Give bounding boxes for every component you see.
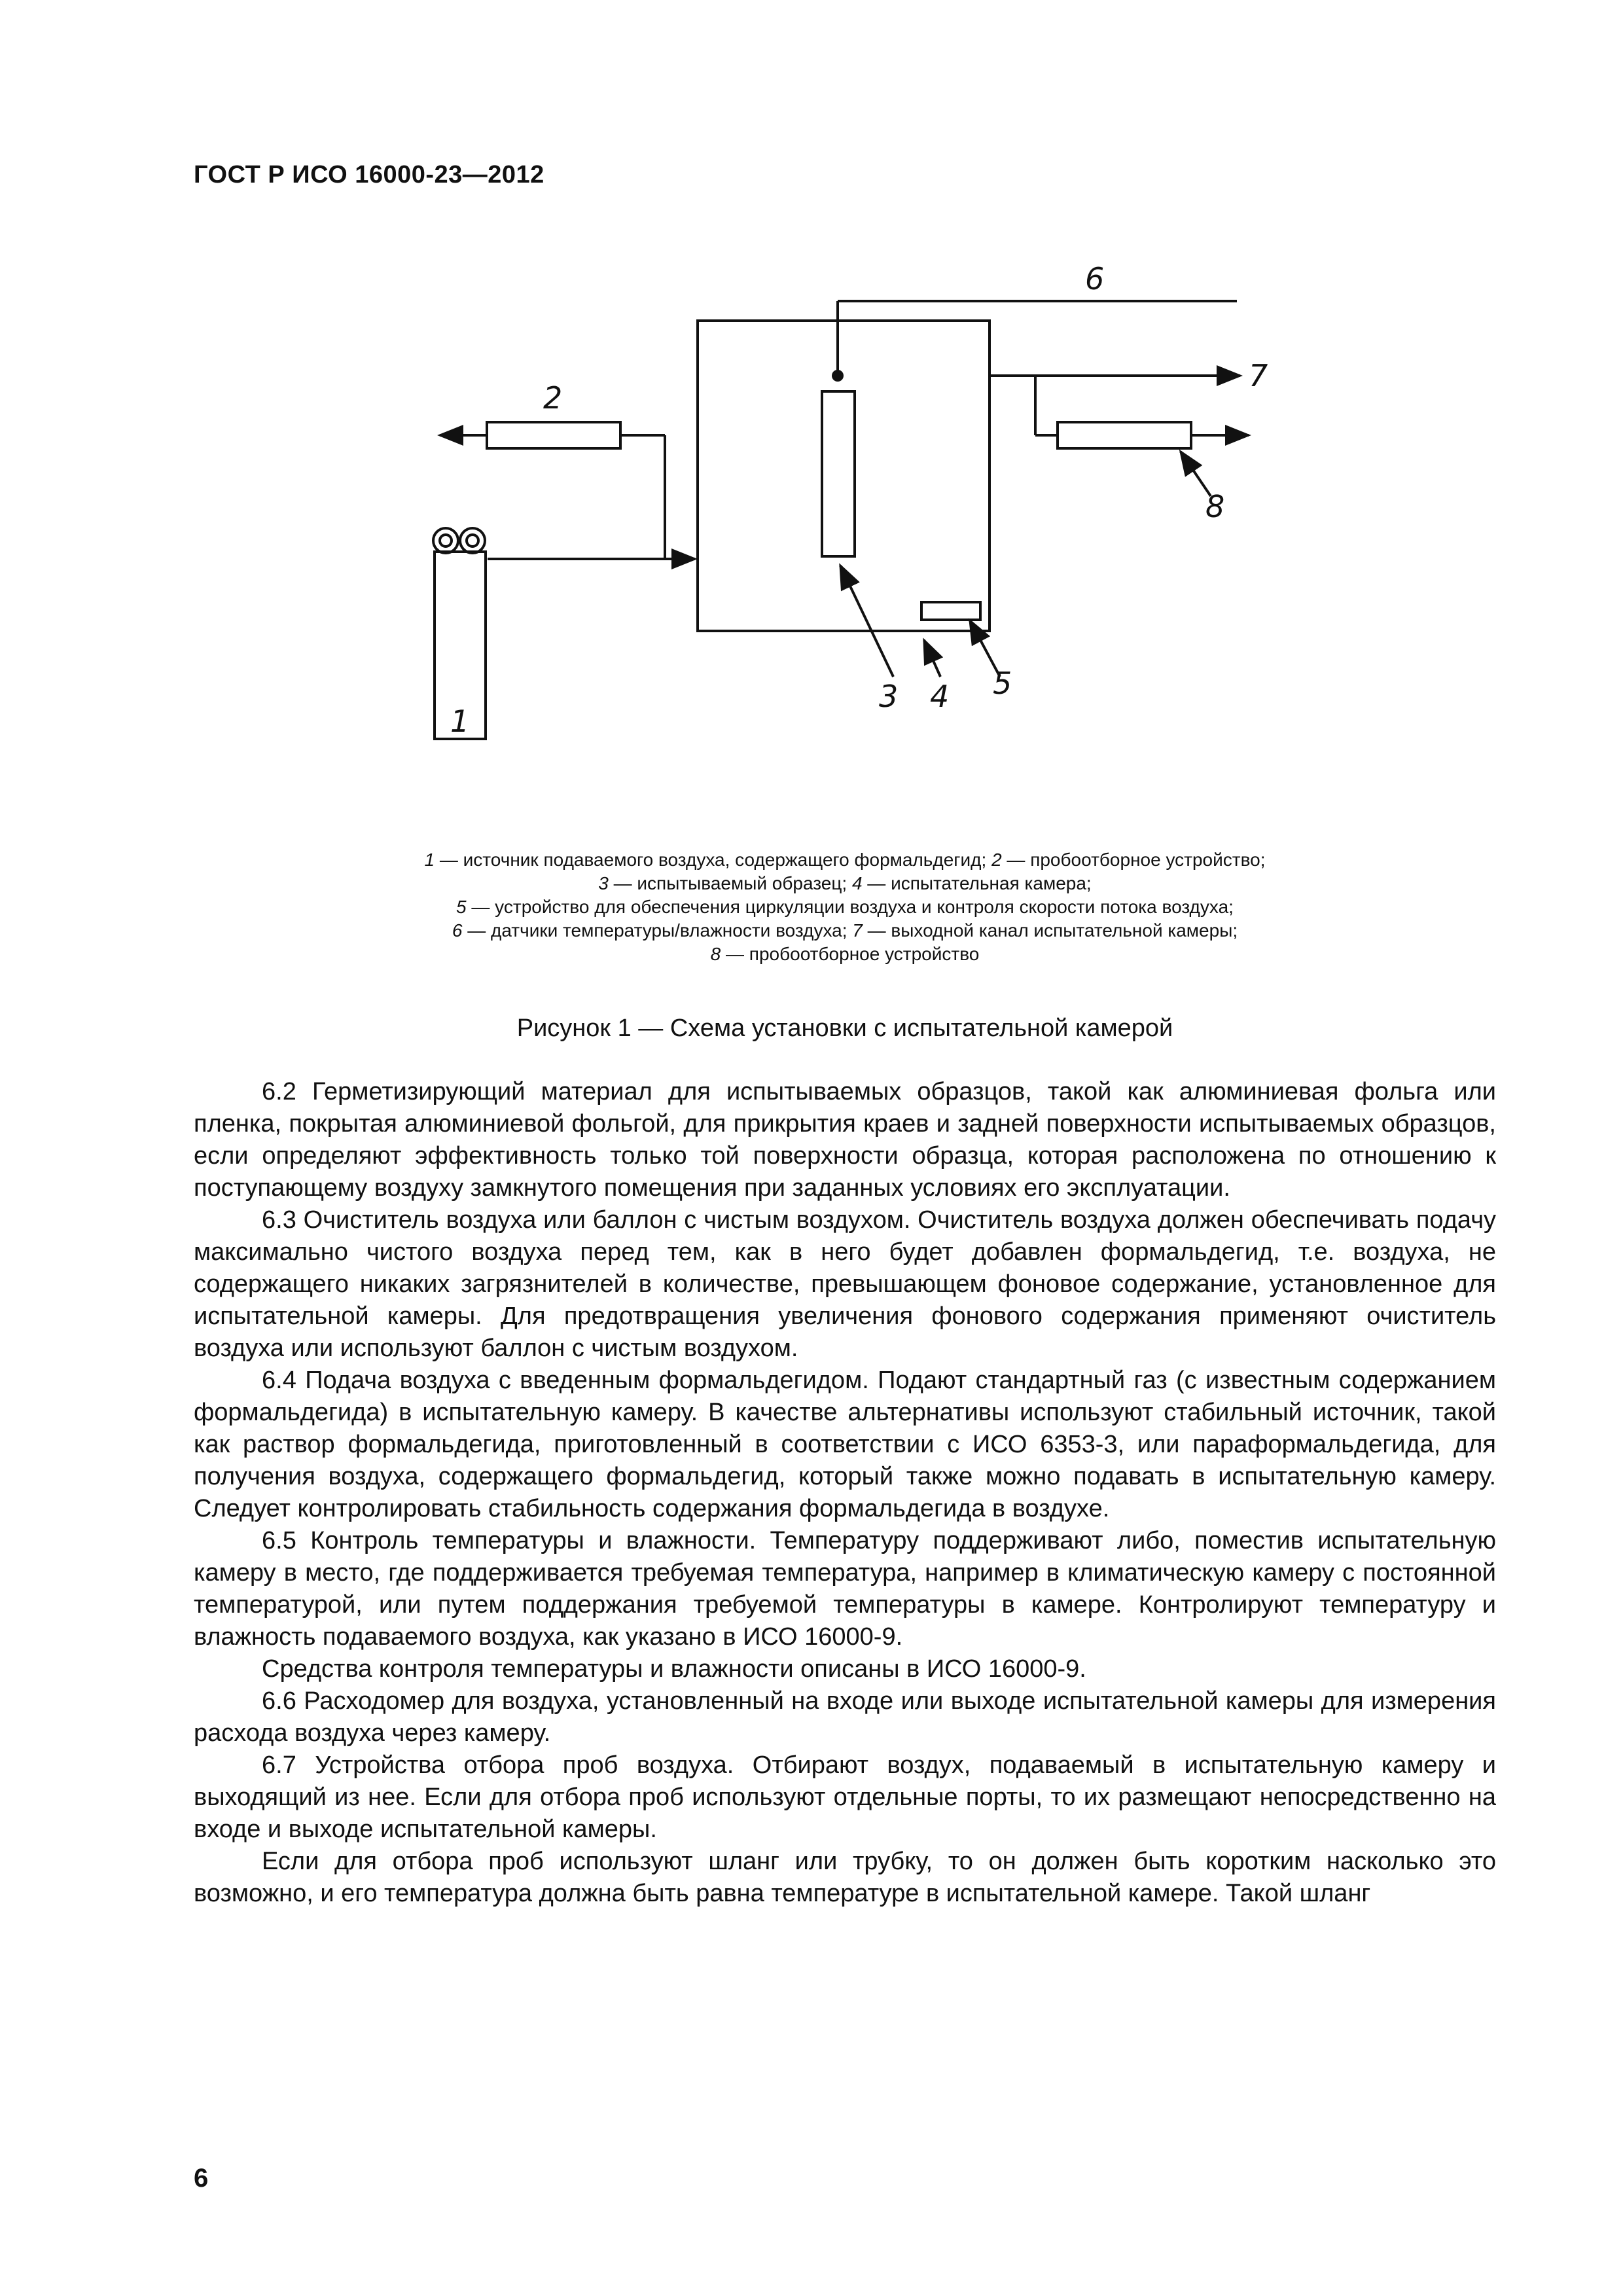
test-chamber xyxy=(698,321,990,631)
callout-1: 1 xyxy=(450,704,470,739)
circulation-device xyxy=(921,602,980,620)
legend-line: 1 — источник подаваемого воздуха, содержащего формальдегид; 2 — пробоотборное устройство; xyxy=(424,850,1266,870)
figure-caption: Рисунок 1 — Схема установки с испытательной камерой xyxy=(516,1014,1173,1042)
cylinder-valve-right xyxy=(460,528,485,553)
page-number: 6 xyxy=(194,2164,209,2193)
figure-legend xyxy=(194,848,1496,966)
paragraph-6-3: 6.3 Очиститель воздуха или баллон с чистым воздухом. Очиститель воздуха должен обеспечивать подачу максимально чистого воздуха перед тем, как в него будет добавлен формальдегид, т.е. воздуха, не содержащего никаких загрязнителей в количестве, превышающем фоновое содержание, установленное для испытательной камеры. Для предотвращения увеличения фонового содержания применяют очиститель воздуха или используют баллон с чистым воздухом. xyxy=(194,1206,1496,1362)
leader-3 xyxy=(840,565,893,677)
paragraph-6-5-note: Средства контроля температуры и влажности описаны в ИСО 16000-9. xyxy=(262,1655,1086,1683)
body-text xyxy=(194,1076,1496,1910)
callout-6: 6 xyxy=(1085,261,1105,296)
test-specimen xyxy=(822,391,855,556)
test-chamber-schematic xyxy=(0,0,1623,818)
paragraph-6-7-hose: Если для отбора проб используют шланг или трубку, то он должен быть коротким насколько это возможно, и его температура должна быть равна температуре в испытательной камере. Такой шланг xyxy=(194,1848,1496,1907)
sampler-8 xyxy=(1058,422,1191,448)
legend-line: 8 — пробоотборное устройство xyxy=(710,944,980,964)
document-header: ГОСТ Р ИСО 16000-23—2012 xyxy=(194,161,544,188)
sensor-dot xyxy=(832,370,844,382)
paragraph-6-4: 6.4 Подача воздуха с введенным формальдегидом. Подают стандартный газ (с известным содержанием формальдегида) в испытательную камеру. В качестве альтернативы используют стабильный источник, такой как раствор формальдегида, приготовленный в соответствии с ИСО 6353-3, или параформальдегида, для получения воздуха, содержащего формальдегид, который также можно подавать в испытательную камеру. Следует контролировать стабильность содержания формальдегида в воздухе. xyxy=(194,1367,1496,1522)
figure-1-diagram xyxy=(0,0,1623,818)
legend-line: 5 — устройство для обеспечения циркуляции воздуха и контроля скорости потока воздуха; xyxy=(456,897,1234,917)
legend-line: 6 — датчики температуры/влажности воздуха; 7 — выходной канал испытательной камеры; xyxy=(452,920,1238,941)
sampler-2 xyxy=(487,422,620,448)
paragraph-6-6: 6.6 Расходомер для воздуха, установленный на входе или выходе испытательной камеры для измерения расхода воздуха через камеру. xyxy=(194,1687,1496,1747)
callout-5: 5 xyxy=(993,666,1012,701)
paragraph-6-2: 6.2 Герметизирующий материал для испытываемых образцов, такой как алюминиевая фольга или пленка, покрытая алюминиевой фольгой, для прикрытия краев и задней поверхности испытываемых образцов, если определяют эффективность только той поверхности образца, которая расположена по отношению к поступающему воздуху замкнутого помещения при заданных условиях его эксплуатации. xyxy=(194,1078,1496,1202)
paragraph-6-7: 6.7 Устройства отбора проб воздуха. Отбирают воздух, подаваемый в испытательную камеру и выходящий из нее. Если для отбора проб используют отдельные порты, то их размещают непосредственно на входе и выходе испытательной камеры. xyxy=(194,1751,1496,1843)
callout-4: 4 xyxy=(930,679,950,714)
paragraph-6-5: 6.5 Контроль температуры и влажности. Температуру поддерживают либо, поместив испытательную камеру в место, где поддерживается требуемая температура, например в климатическую камеру с постоянной температурой, или путем поддержания требуемой температуры в камере. Контролируют температуру и влажность подаваемого воздуха, как указано в ИСО 16000-9. xyxy=(194,1527,1496,1651)
cylinder-valve-left xyxy=(433,528,458,553)
callout-2: 2 xyxy=(543,380,563,416)
callout-7: 7 xyxy=(1249,358,1268,393)
callout-3: 3 xyxy=(879,679,899,714)
legend-line: 3 — испытываемый образец; 4 — испытательная камера; xyxy=(598,873,1092,893)
callout-8: 8 xyxy=(1205,489,1225,524)
leader-4 xyxy=(924,640,940,677)
